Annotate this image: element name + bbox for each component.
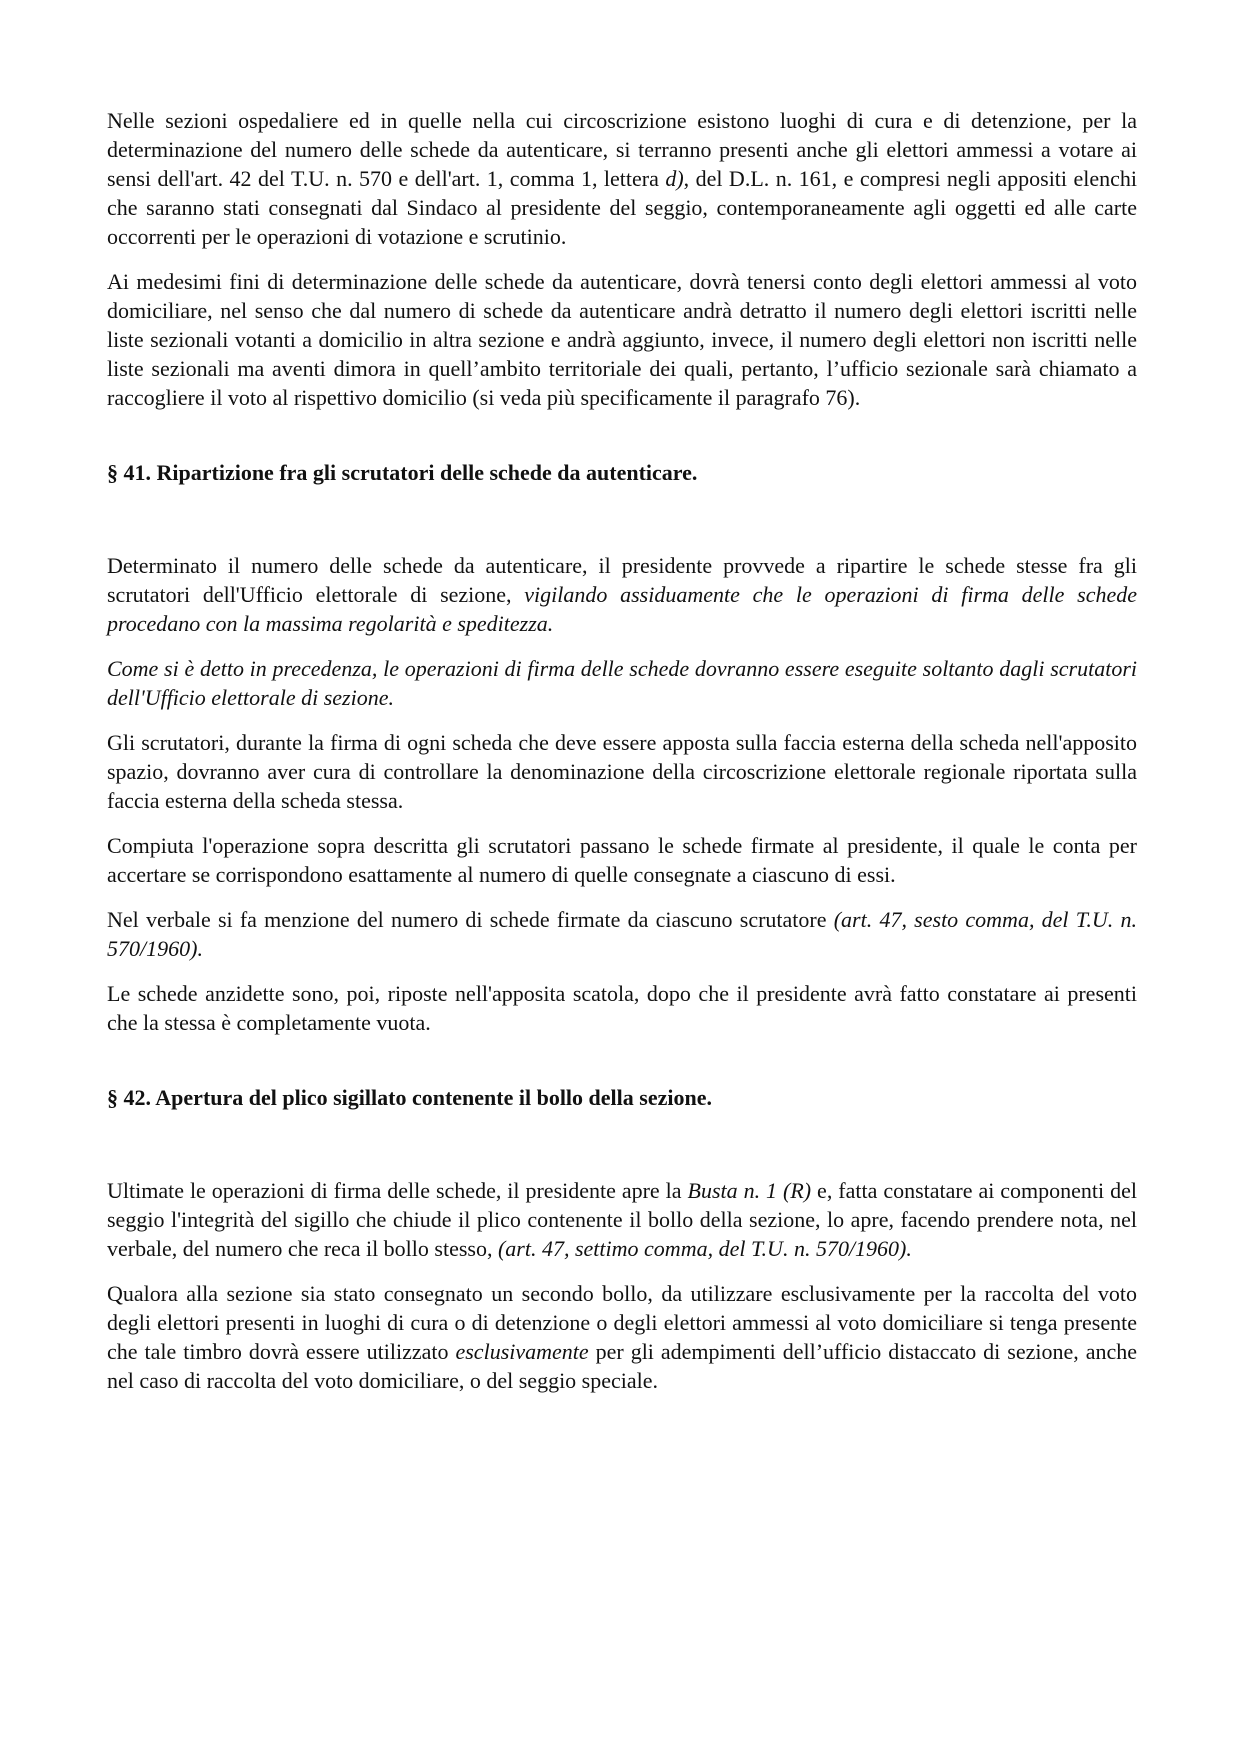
- text-run: Nelle sezioni ospedaliere ed in quelle nella cui circoscrizione esistono luoghi di cura e di detenzione, per la determinazione del numero delle schede da autenticare, si terranno presenti anche gli elettori ammessi a votare ai sensi dell'art. 42 del T.U. n. 570 e dell'art. 1, comma 1, lettera: [107, 108, 1137, 191]
- text-run: (art. 47, settimo comma, del T.U. n. 570/1960).: [497, 1236, 912, 1261]
- text-run: e, fatta constatare ai componenti del seggio l'integrità del sigillo che chiude il plico contenente il bollo della sezione, lo apre, facendo prendere nota, nel verbale, del numero che reca il bollo stesso,: [107, 1178, 1137, 1261]
- text-run: Busta n. 1 (R): [687, 1178, 812, 1203]
- text-run: Come si è detto in precedenza, le operazioni di firma delle schede dovranno essere eseguite soltanto dagli scrutatori dell'Ufficio elettorale di sezione.: [107, 656, 1137, 710]
- para-apertura-busta: [107, 1176, 1137, 1263]
- text-run: § 41. Ripartizione fra gli scrutatori delle schede da autenticare.: [107, 460, 698, 485]
- text-run: Le schede anzidette sono, poi, riposte nell'apposita scatola, dopo che il presidente avrà fatto constatare ai presenti che la stessa è completamente vuota.: [107, 981, 1137, 1035]
- para-ripartizione-schede: [107, 551, 1137, 638]
- para-scrutatori-firma: [107, 728, 1137, 815]
- para-schede-scatola: [107, 979, 1137, 1037]
- section-heading-41: [107, 458, 1137, 487]
- section-heading-42: [107, 1083, 1137, 1112]
- text-run: vigilando assiduamente che le operazioni di firma delle schede procedano con la massima regolarità e speditezza.: [107, 582, 1137, 636]
- para-operazioni-firma: [107, 654, 1137, 712]
- text-run: Nel verbale si fa menzione del numero di schede firmate da ciascuno scrutatore: [107, 907, 834, 932]
- para-voto-domiciliare: [107, 267, 1137, 412]
- para-conteggio-schede: [107, 831, 1137, 889]
- text-run: d): [665, 166, 684, 191]
- document-content: [107, 106, 1137, 1411]
- text-run: per gli adempimenti dell’ufficio distaccato di sezione, anche nel caso di raccolta del voto domiciliare, o del seggio speciale.: [107, 1339, 1138, 1393]
- text-run: Qualora alla sezione sia stato consegnato un secondo bollo, da utilizzare esclusivamente per la raccolta del voto degli elettori presenti in luoghi di cura o di detenzione o degli elettori ammessi al voto domiciliare si tenga presente che tale timbro dovrà essere utilizzato: [107, 1281, 1137, 1364]
- text-run: esclusivamente: [455, 1339, 589, 1364]
- text-run: Determinato il numero delle schede da autenticare, il presidente provvede a ripartire le schede stesse fra gli scrutatori dell'Ufficio elettorale di sezione,: [107, 553, 1137, 607]
- text-run: (art. 47, sesto comma, del T.U. n. 570/1960).: [107, 907, 1137, 961]
- text-run: Compiuta l'operazione sopra descritta gli scrutatori passano le schede firmate al presidente, il quale le conta per accertare se corrispondono esattamente al numero di quelle consegnate a ciascuno di essi.: [107, 833, 1137, 887]
- text-run: § 42. Apertura del plico sigillato contenente il bollo della sezione.: [107, 1085, 712, 1110]
- text-run: Ai medesimi fini di determinazione delle schede da autenticare, dovrà tenersi conto degli elettori ammessi al voto domiciliare, nel senso che dal numero di schede da autenticare andrà detratto il numero degli elettori iscritti nelle liste sezionali votanti a domicilio in altra sezione e andrà aggiunto, invece, il numero degli elettori non iscritti nelle liste sezionali ma aventi dimora in quell’ambito territoriale dei quali, pertanto, l’ufficio sezionale sarà chiamato a raccogliere il voto al rispettivo domicilio (si veda più specificamente il paragrafo 76).: [107, 269, 1137, 410]
- text-run: Gli scrutatori, durante la firma di ogni scheda che deve essere apposta sulla faccia esterna della scheda nell'apposito spazio, dovranno aver cura di controllare la denominazione della circoscrizione elettorale regionale riportata sulla faccia esterna della scheda stessa.: [107, 730, 1137, 813]
- text-run: Ultimate le operazioni di firma delle schede, il presidente apre la: [107, 1178, 688, 1203]
- text-run: , del D.L. n. 161, e compresi negli appositi elenchi che saranno stati consegnati dal Sindaco al presidente del seggio, contemporaneamente agli oggetti ed alle carte occorrenti per le operazioni di votazione e scrutinio.: [107, 166, 1137, 249]
- para-sezioni-ospedaliere: [107, 106, 1137, 251]
- para-verbale-menzione: [107, 905, 1137, 963]
- para-secondo-bollo: [107, 1279, 1137, 1395]
